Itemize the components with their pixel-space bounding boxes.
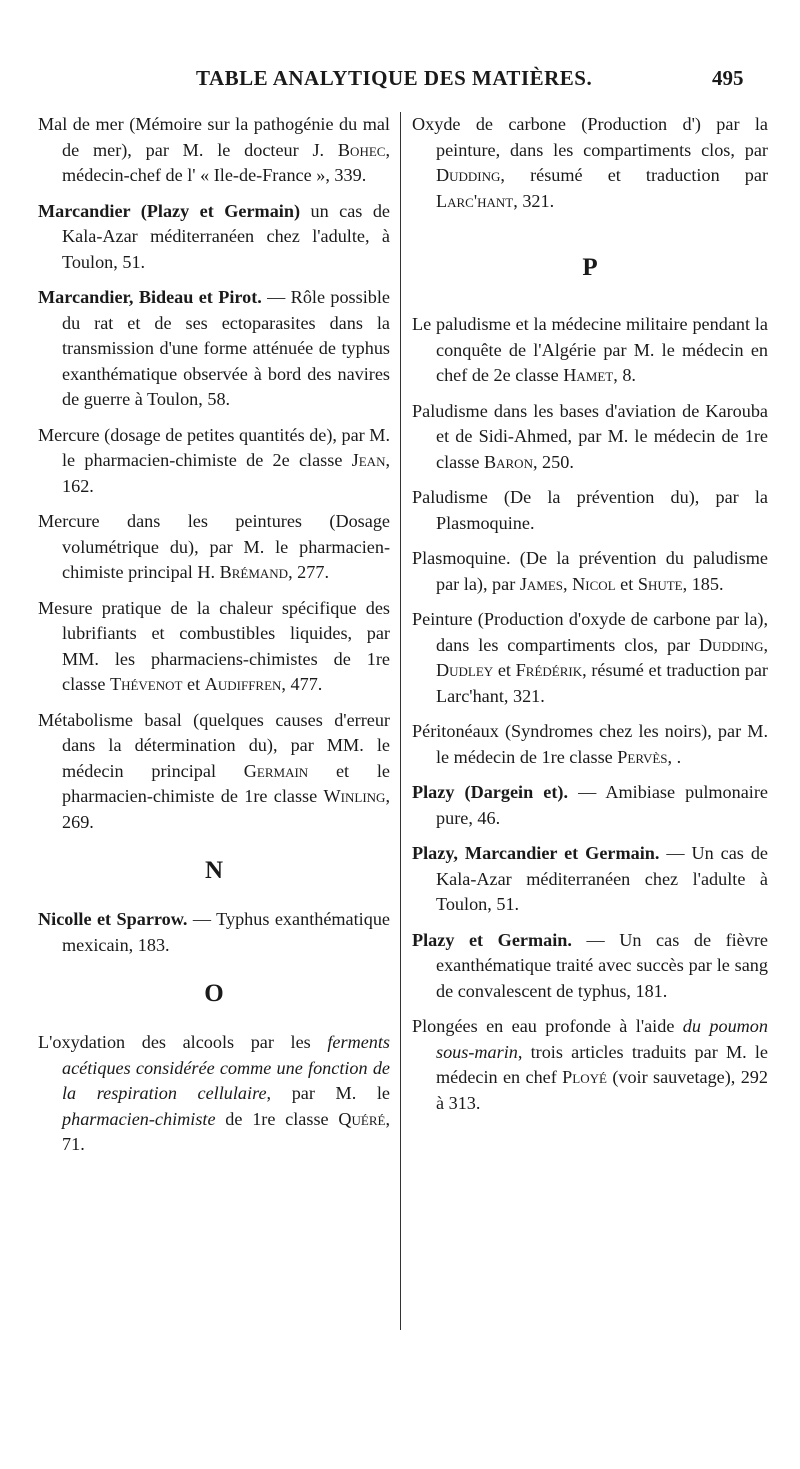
entry-author: Frédérik [515, 660, 583, 680]
index-entry [412, 928, 768, 1005]
section-letter: O [204, 980, 224, 1007]
entry-text: Oxyde de carbone (Production d') par la peinture, dans les compartiments clos, par [412, 114, 768, 160]
page-number: 495 [712, 66, 744, 90]
entry-tail: , 162. [62, 450, 390, 496]
entry-text: Paludisme dans les bases d'aviation de Karouba et de Sidi-Ahmed, par M. le médecin de 1re classe [412, 400, 768, 472]
entry-text: Plasmoquine. (De la prévention du paludisme par la), par [412, 548, 768, 594]
index-entry [38, 285, 390, 413]
index-entry [412, 399, 768, 476]
entry-tail: , médecin-chef de l' « Ile-de-France », 339. [62, 139, 390, 185]
entry-text: Métabolisme basal (quelques causes d'erreur dans la détermination du), par MM. le médecin principal [38, 709, 390, 781]
index-entry [38, 708, 390, 836]
entry-mid: et [493, 660, 516, 680]
entry-tail: , 8. [613, 365, 636, 385]
entry-tail: , 269. [62, 786, 390, 832]
entry-tail: (voir sauvetage), 292 à 313. [436, 1067, 768, 1113]
entry-author: Pervès [617, 746, 668, 767]
entry-author: Brémand [219, 562, 289, 582]
index-entry [38, 907, 390, 958]
entry-text: Péritonéaux (Syndromes chez les noirs), par M. le médecin de 1re classe [412, 721, 768, 767]
entry-italic: pharmacien-chimiste [62, 1108, 216, 1129]
entry-text: Plongées en eau profonde à l'aide [412, 1016, 683, 1036]
entry-text: Mercure dans les peintures (Dosage volumétrique du), par M. le pharmacien-chimiste principal H. [38, 511, 390, 582]
entry-author: Baron [483, 451, 533, 472]
entry-tail: , 185. [682, 573, 724, 594]
entry-mid: et [615, 573, 638, 594]
entry-author: Shute [637, 573, 683, 594]
entry-text: — Un cas de fièvre exanthématique traité avec succès par le sang de convalescent de typhus, 181. [436, 929, 768, 1001]
entry-mid: , trois articles traduits par M. le médecin en chef [436, 1041, 768, 1087]
entry-text: Paludisme (De la prévention du), par la Plasmoquine. [412, 487, 768, 533]
index-entry [412, 780, 768, 831]
entry-heading: Plazy et Germain. [412, 929, 572, 950]
entry-text: — Amibiase pulmonaire pure, 46. [436, 782, 768, 828]
right-column [412, 112, 768, 1126]
index-entry [412, 312, 768, 389]
entry-author: Quéré [338, 1108, 386, 1129]
entry-text: Mesure pratique de la chaleur spécifique des lubrifiants et combustibles liquides, par MM. les pharmaciens-chimistes de 1re classe [38, 597, 390, 694]
entry-author: Germain [243, 760, 309, 781]
entry-heading: Plazy (Dargein et). [412, 782, 569, 802]
entry-text: Peinture (Production d'oxyde de carbone par la), dans les compartiments clos, par [412, 609, 768, 655]
entry-italic: du poumon sous-marin [436, 1016, 768, 1062]
index-entry [412, 607, 768, 709]
entry-author: Bohec [337, 139, 386, 160]
entry-tail: , 250. [532, 451, 574, 472]
entry-tail: , 71. [62, 1108, 390, 1154]
entry-author: Audiffren [204, 674, 282, 694]
index-entry [38, 199, 390, 276]
index-entry [412, 485, 768, 536]
index-entry [412, 1014, 768, 1116]
entry-author: Thévenot [109, 674, 183, 694]
entry-author: Dudding [436, 165, 501, 185]
entry-author: Ployé [562, 1067, 607, 1087]
index-entry [412, 112, 768, 214]
running-title: TABLE ANALYTIQUE DES MATIÈRES. [196, 66, 593, 90]
entry-text: Mal de mer (Mémoire sur la pathogénie du mal de mer), par M. le docteur J. [38, 114, 390, 160]
left-column [38, 112, 390, 1168]
index-entry [412, 719, 768, 770]
index-entry [38, 1030, 390, 1158]
entry-text: — Rôle possible du rat et de ses ectoparasites dans la transmission d'une forme atténuée de typhus exanthématique observée à bord des navires de guerre à Toulon, 58. [62, 287, 390, 409]
entry-author: Winling [323, 786, 386, 806]
index-entry [38, 596, 390, 698]
entry-tail: , . [667, 746, 682, 767]
entry-mid: et [182, 674, 205, 694]
entry-text: un cas de Kala-Azar méditerranéen chez l'adulte, à Toulon, 51. [62, 200, 390, 272]
entry-heading: Marcandier, Bideau et Pirot. [38, 287, 262, 307]
entry-author: Jean [351, 450, 386, 470]
entry-italic: ferments acétiques considérée comme une fonction de la respiration cellulaire [62, 1032, 390, 1103]
index-entry [38, 423, 390, 500]
entry-heading: Marcandier (Plazy et Germain) [38, 200, 301, 221]
entry-tail: , 321. [513, 190, 555, 211]
index-entry [38, 509, 390, 586]
entry-text: Mercure (dosage de petites quantités de), par M. le pharmacien-chimiste de 2e classe [38, 424, 391, 470]
entry-mid: et le pharmacien-chimiste de 1re classe [62, 760, 390, 806]
section-letter: N [204, 857, 224, 884]
entry-author: Dudding, Dudley [436, 634, 768, 680]
index-entry [38, 112, 390, 189]
entry-tail: , résumé et traduction par Larc'hant, 321. [436, 660, 768, 706]
entry-tail: , 477. [281, 674, 323, 694]
entry-text: Le paludisme et la médecine militaire pendant la conquête de l'Algérie par M. le médecin en chef de 2e classe [412, 314, 768, 385]
column-divider [400, 112, 401, 1330]
entry-text: — Un cas de Kala-Azar méditerranéen chez l'adulte à Toulon, 51. [436, 843, 768, 914]
entry-tail: , 277. [288, 562, 329, 582]
entry-heading: Plazy, Marcandier et Germain. [412, 843, 660, 863]
entry-mid: , résumé et traduction par [500, 165, 768, 185]
entry-text: — Typhus exanthématique mexicain, 183. [62, 909, 391, 955]
index-entry [412, 546, 768, 597]
entry-author: Hamet [563, 365, 614, 385]
entry-mid: , par M. le [266, 1083, 390, 1103]
entry-author: James, Nicol [519, 573, 616, 594]
entry-heading: Nicolle et Sparrow. [38, 909, 188, 929]
section-letter: P [582, 254, 598, 281]
index-entry [412, 841, 768, 918]
entry-text: L'oxydation des alcools par les [38, 1032, 328, 1052]
entry-author: Larc'hant [436, 190, 514, 211]
entry-mid: de 1re classe [215, 1108, 339, 1129]
